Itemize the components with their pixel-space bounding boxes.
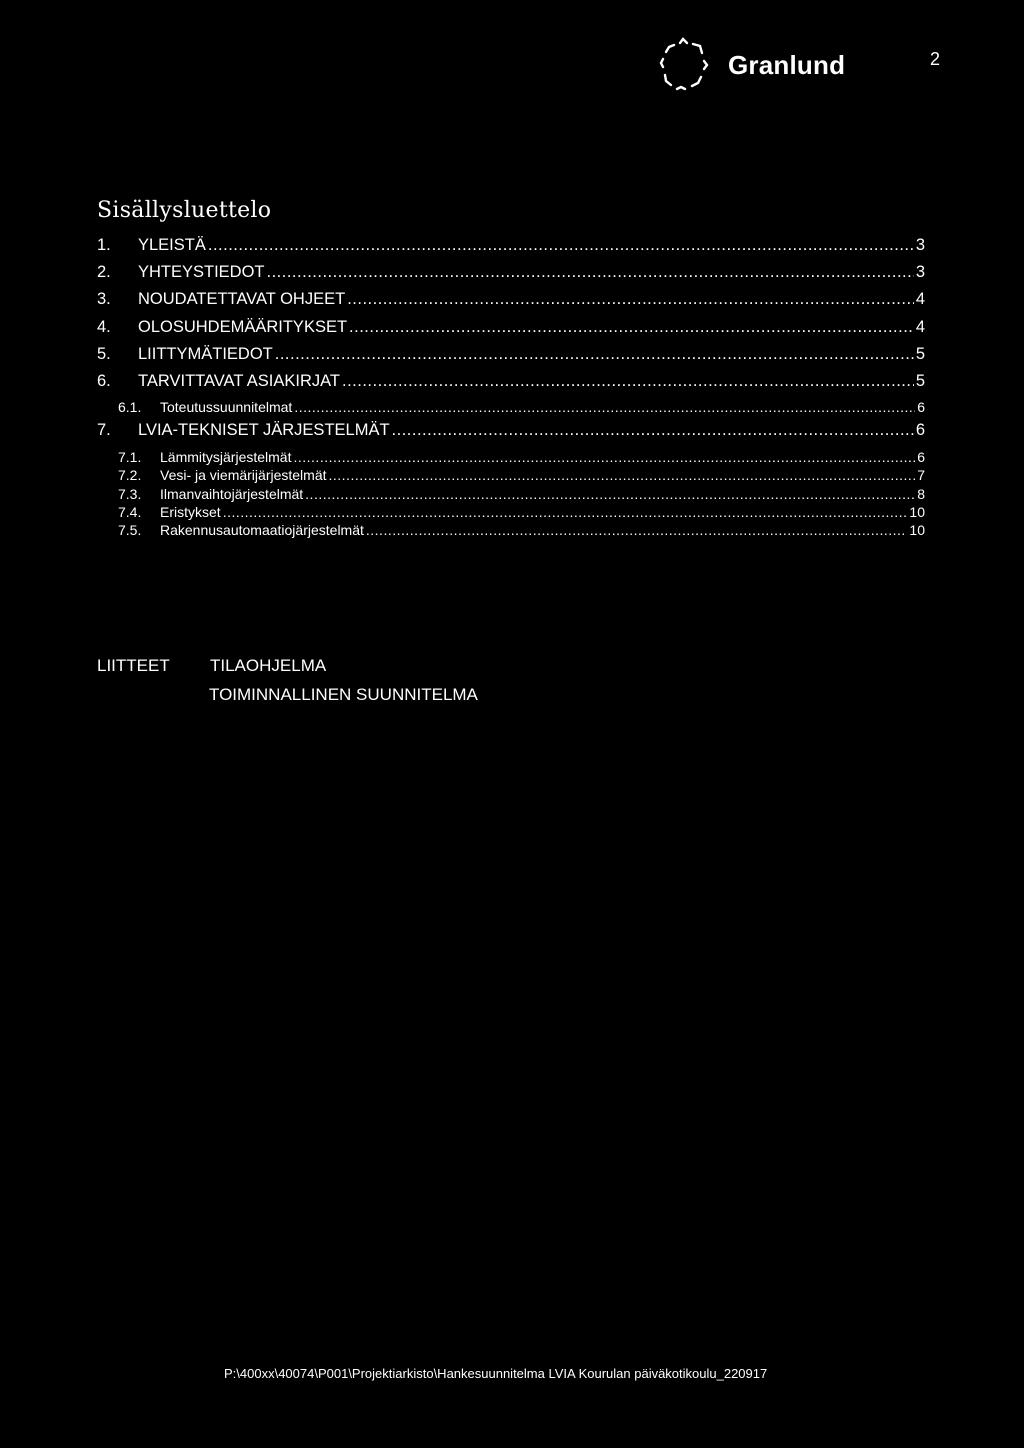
toc-subentry[interactable] [97,486,925,504]
toc-entry-title: Eristykset [160,504,221,521]
toc-leader-dots [294,399,915,415]
toc-entry[interactable] [97,263,925,290]
page-number: 2 [930,49,941,69]
toc-entry-title: Vesi- ja viemärijärjestelmät [160,467,327,484]
toc-entry-number: 7.1. [118,449,142,466]
attachment-item: TOIMINNALLINEN SUUNNITELMA [209,685,478,704]
toc-entry-number: 6. [97,371,111,390]
toc-entry-title: LIITTYMÄTIEDOT [138,344,273,363]
toc-entry-number: 2. [97,263,111,282]
toc-leader-dots [329,467,916,483]
toc-entry-page: 4 [915,290,925,309]
attachment-item: TILAOHJELMA [210,656,327,675]
toc-subentry[interactable] [97,399,925,421]
toc-entry-page: 8 [917,485,925,502]
toc-leader-dots [305,486,915,502]
toc-entry-title: YHTEYSTIEDOT [138,263,265,282]
granlund-logo-icon [656,34,714,96]
toc-entry-page: 6 [917,399,925,416]
toc-entry-number: 7.2. [118,467,142,484]
attachments-section [97,656,478,714]
logo-text: Granlund [728,49,846,80]
toc-subentry[interactable] [97,522,925,540]
attachment-row [97,656,478,685]
toc-leader-dots [366,522,908,538]
toc-entry[interactable] [97,236,925,263]
toc-entry-title: Lämmitysjärjestelmät [160,449,292,466]
toc-entry-title: Ilmanvaihtojärjestelmät [160,485,304,502]
toc-entry[interactable] [97,421,925,449]
toc-entry-page: 4 [915,317,925,336]
toc-leader-dots [342,372,914,391]
toc-leader-dots [293,449,915,465]
toc-entry-page: 7 [917,467,925,484]
toc-entry-title: OLOSUHDEMÄÄRITYKSET [138,317,348,336]
toc-entry[interactable] [97,290,925,317]
file-path-footer: P:\400xx\40074\P001\Projektiarkisto\Hankesuunnitelma LVIA Kourulan päiväkotikoulu_220917 [224,1366,768,1381]
toc-entry-page: 3 [915,236,925,254]
toc-leader-dots [208,236,914,255]
toc-leader-dots [275,345,914,364]
toc-leader-dots [392,421,914,440]
toc-leader-dots [347,290,914,309]
attachment-row [97,685,478,714]
toc-subentry[interactable] [97,504,925,522]
toc-entry-number: 7.3. [118,485,142,502]
toc-entry-number: 3. [97,290,111,309]
toc-entry[interactable] [97,372,925,399]
granlund-logo [656,34,845,96]
toc-entry-number: 5. [97,344,111,363]
toc-entry-page: 10 [909,522,925,539]
toc-entry[interactable] [97,345,925,372]
toc-title: Sisällysluettelo [97,198,272,223]
toc-entry-page: 5 [915,344,925,363]
toc-entry[interactable] [97,318,925,345]
toc-entry-number: 1. [97,236,111,254]
toc-subentry[interactable] [97,449,925,467]
toc-entry-number: 6.1. [118,399,142,416]
toc-subentry[interactable] [97,467,925,485]
toc-leader-dots [349,318,914,337]
toc-entry-number: 7. [97,421,111,440]
toc-entry-title: YLEISTÄ [138,236,206,254]
toc-entry-title: NOUDATETTAVAT OHJEET [138,290,346,309]
table-of-contents [97,236,925,541]
toc-entry-page: 3 [915,263,925,282]
toc-entry-page: 5 [915,371,925,390]
toc-entry-number: 4. [97,317,111,336]
toc-entry-title: TARVITTAVAT ASIAKIRJAT [138,371,341,390]
toc-leader-dots [267,263,914,282]
toc-entry-page: 6 [917,449,925,466]
toc-entry-page: 6 [915,421,925,440]
toc-entry-page: 10 [909,504,925,521]
toc-entry-number: 7.5. [118,522,142,539]
toc-entry-title: Rakennusautomaatiojärjestelmät [160,522,364,539]
attachments-label: LIITTEET [97,656,170,675]
toc-leader-dots [223,504,908,520]
toc-entry-title: LVIA-TEKNISET JÄRJESTELMÄT [138,421,390,440]
toc-entry-title: Toteutussuunnitelmat [160,399,293,416]
toc-entry-number: 7.4. [118,504,142,521]
